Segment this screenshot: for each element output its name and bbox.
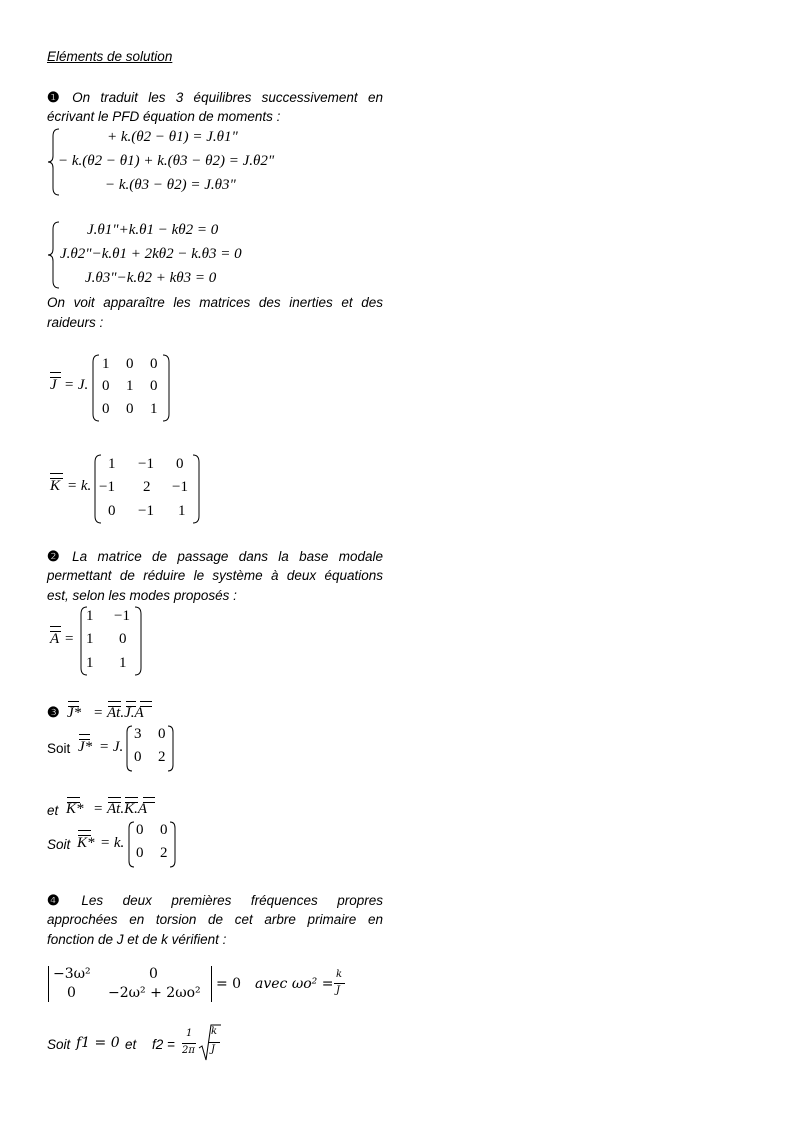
Kstar-eq: = k. <box>100 835 125 851</box>
Kstar-label: K* <box>77 835 95 851</box>
s2-line3: est, selon les modes proposés : <box>47 588 237 603</box>
soit-2: Soit <box>47 837 71 852</box>
A-label: A <box>50 631 60 647</box>
Kstar-eq1: = <box>94 801 103 817</box>
s2-line1-text: La matrice de passage dans la base modale <box>72 549 383 564</box>
matrix-cell: 0 <box>150 378 158 394</box>
matrix-cell: 0 <box>102 378 110 394</box>
system2-eq1: J.θ1"+k.θ1 − kθ2 = 0 <box>87 222 219 238</box>
A-matrix <box>80 606 142 676</box>
J-matrix <box>92 354 170 422</box>
system2-eq2: J.θ2"−k.θ1 + 2kθ2 − k.θ3 = 0 <box>60 246 242 262</box>
matrix-cell: 2 <box>158 749 166 765</box>
sqrt-frac-bar <box>209 1042 220 1043</box>
J-eq: = J. <box>64 377 89 393</box>
Kstar-rhs: At.K.A <box>107 801 147 817</box>
matrix-cell: 1 <box>126 378 134 394</box>
sqrt-num: k <box>211 1026 218 1037</box>
s1-line1 <box>47 87 383 108</box>
s1-line2: écrivant le PFD équation de moments : <box>47 109 281 124</box>
det-right-bar <box>211 966 212 1002</box>
final-et: et <box>125 1037 137 1052</box>
soit-1: Soit <box>47 741 71 756</box>
matrix-cell: −1 <box>99 479 115 495</box>
matrix-cell: 0 <box>158 726 166 742</box>
matrix-cell: −1 <box>138 503 154 519</box>
K-label: K <box>50 478 61 494</box>
matrix-cell: 2 <box>160 845 168 861</box>
Jstar-lhs: J* <box>67 705 82 721</box>
matrix-cell: 0 <box>108 503 116 519</box>
et-1: et <box>47 803 59 818</box>
matrix-cell: 0 <box>176 456 184 472</box>
Jstar-eq1: = <box>94 705 103 721</box>
page-title: Eléments de solution <box>47 49 173 64</box>
det-cell: 0 <box>67 985 76 1001</box>
frac-den: J <box>336 985 341 996</box>
s4-line3: fonction de J et de k vérifient : <box>47 932 227 947</box>
sqrt-sign <box>198 1024 222 1062</box>
Jstar-rhs: At.J.A <box>107 705 144 721</box>
Jstar-matrix <box>126 725 174 772</box>
matrix-cell: −1 <box>138 456 154 472</box>
f2-den: 2π <box>182 1045 195 1056</box>
matrix-cell: 1 <box>150 401 158 417</box>
matrix-cell: 0 <box>119 631 127 647</box>
matrix-cell: 0 <box>136 845 144 861</box>
matrix-cell: 0 <box>126 356 134 372</box>
det-eq: = 0 <box>216 976 242 992</box>
matrix-cell: 0 <box>160 822 168 838</box>
s1-line4: raideurs : <box>47 315 104 330</box>
f1-expr: f1 = 0 <box>76 1035 120 1051</box>
bullet-2: ❷ <box>47 548 67 564</box>
matrix-cell: 0 <box>126 401 134 417</box>
s4-line1 <box>47 890 383 911</box>
det-left-bar <box>48 966 49 1002</box>
matrix-cell: 1 <box>86 631 94 647</box>
matrix-cell: 0 <box>134 749 142 765</box>
f2-frac-bar <box>182 1043 196 1044</box>
matrix-cell: 3 <box>134 726 142 742</box>
s4-line2: approchées en torsion de cet arbre primaire en <box>47 912 383 927</box>
matrix-cell: 1 <box>86 655 94 671</box>
s1-line3: On voit apparaître les matrices des inerties et des <box>47 295 383 310</box>
matrix-cell: 1 <box>119 655 127 671</box>
bullet-4: ❹ <box>47 892 76 908</box>
Jstar-label: J* <box>78 739 93 755</box>
s2-line2: permettant de réduire le système à deux équations <box>47 568 383 583</box>
matrix-cell: 0 <box>102 401 110 417</box>
matrix-cell: −1 <box>172 479 188 495</box>
f2-label: f2 = <box>152 1037 175 1052</box>
matrix-cell: 0 <box>136 822 144 838</box>
avec-text: avec ωo² = <box>255 976 334 992</box>
matrix-cell: 1 <box>178 503 186 519</box>
matrix-cell: 2 <box>143 479 151 495</box>
det-cell: 0 <box>149 966 158 982</box>
K-matrix <box>94 454 200 524</box>
s4-line1-text: Les deux premières fréquences propres <box>81 893 383 908</box>
matrix-cell: 1 <box>108 456 116 472</box>
system2-eq3: J.θ3"−k.θ2 + kθ3 = 0 <box>85 270 217 286</box>
matrix-cell: 1 <box>86 608 94 624</box>
Jstar-eq: = J. <box>99 739 124 755</box>
f2-num: 1 <box>186 1028 193 1039</box>
frac-num: k <box>336 969 343 980</box>
matrix-cell: −1 <box>114 608 130 624</box>
sqrt-den: J <box>211 1044 216 1055</box>
Kstar-matrix <box>128 821 176 868</box>
s1-line1-text: On traduit les 3 équilibres successivement en <box>72 90 383 105</box>
system1-eq1: + k.(θ2 − θ1) = J.θ1" <box>107 129 238 145</box>
frac-bar <box>334 983 345 984</box>
J-label: J <box>50 377 57 393</box>
final-soit: Soit <box>47 1037 71 1052</box>
det-cell: −2ω² + 2ωo² <box>108 985 201 1001</box>
system1-eq3: − k.(θ3 − θ2) = J.θ3" <box>105 177 236 193</box>
matrix-cell: 0 <box>150 356 158 372</box>
system1-eq2: − k.(θ2 − θ1) + k.(θ3 − θ2) = J.θ2" <box>58 153 275 169</box>
system2-brace <box>47 221 61 289</box>
matrix-cell: 1 <box>102 356 110 372</box>
K-eq: = k. <box>67 478 92 494</box>
s2-line1 <box>47 546 383 567</box>
Kstar-lhs: K* <box>66 801 84 817</box>
det-cell: −3ω² <box>53 966 91 982</box>
A-eq: = <box>65 631 74 647</box>
bullet-1: ❶ <box>47 89 67 105</box>
bullet-3: ❸ <box>47 704 60 720</box>
